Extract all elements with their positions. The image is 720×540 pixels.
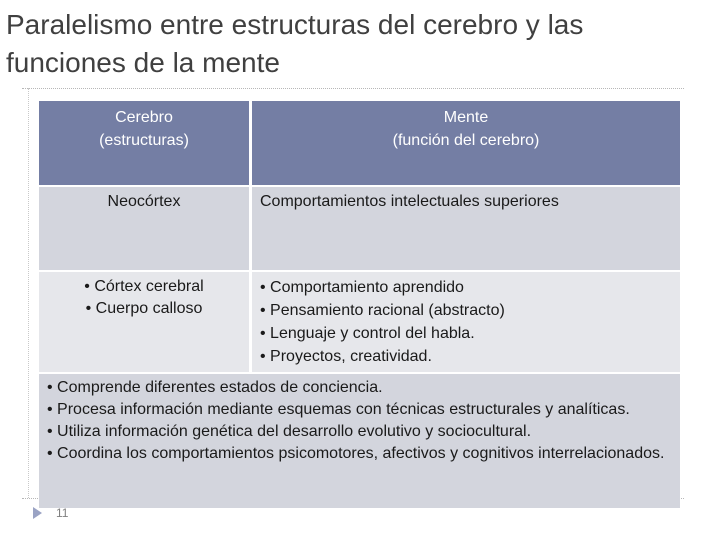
list-item: • Comportamiento aprendido bbox=[260, 276, 680, 299]
row2-function-cell bbox=[252, 272, 680, 372]
slide-marker-triangle-icon bbox=[33, 507, 42, 519]
row3-summary-list bbox=[47, 377, 672, 465]
header-mente-line2: (función del cerebro) bbox=[392, 132, 540, 149]
header-cerebro-line2: (estructuras) bbox=[99, 132, 189, 149]
list-item: • Utiliza información genética del desarrollo evolutivo y sociocultural. bbox=[47, 421, 672, 443]
title-divider bbox=[22, 88, 684, 89]
row2-structure-cell bbox=[39, 272, 249, 372]
row1-structure-cell bbox=[39, 187, 249, 270]
list-item: • Lenguaje y control del habla. bbox=[260, 322, 680, 345]
header-mente-line1: Mente bbox=[443, 109, 489, 126]
list-item: • Procesa información mediante esquemas con técnicas estructurales y analíticas. bbox=[47, 399, 672, 421]
list-item: • Pensamiento racional (abstracto) bbox=[260, 299, 680, 322]
list-item: • Cuerpo calloso bbox=[39, 298, 249, 320]
header-cerebro-line1: Cerebro bbox=[115, 109, 173, 126]
left-margin-rule bbox=[28, 88, 29, 498]
row1-structure: Neocórtex bbox=[107, 193, 181, 210]
header-mente bbox=[252, 101, 680, 185]
header-cerebro bbox=[39, 101, 249, 185]
row2-function-list bbox=[260, 276, 680, 368]
list-item: • Comprende diferentes estados de conciencia. bbox=[47, 377, 672, 399]
slide-title: Paralelismo entre estructuras del cerebro y las funciones de la mente bbox=[6, 9, 584, 78]
row1-function: Comportamientos intelectuales superiores bbox=[260, 193, 559, 210]
list-item: • Córtex cerebral bbox=[39, 276, 249, 298]
slide-number: 11 bbox=[56, 506, 69, 520]
row3-summary-cell bbox=[39, 374, 680, 508]
list-item: • Proyectos, creatividad. bbox=[260, 345, 680, 368]
list-item: • Coordina los comportamientos psicomotores, afectivos y cognitivos interrelacionados. bbox=[47, 443, 672, 465]
row1-function-cell bbox=[252, 187, 680, 270]
row2-structure-list bbox=[39, 276, 249, 320]
